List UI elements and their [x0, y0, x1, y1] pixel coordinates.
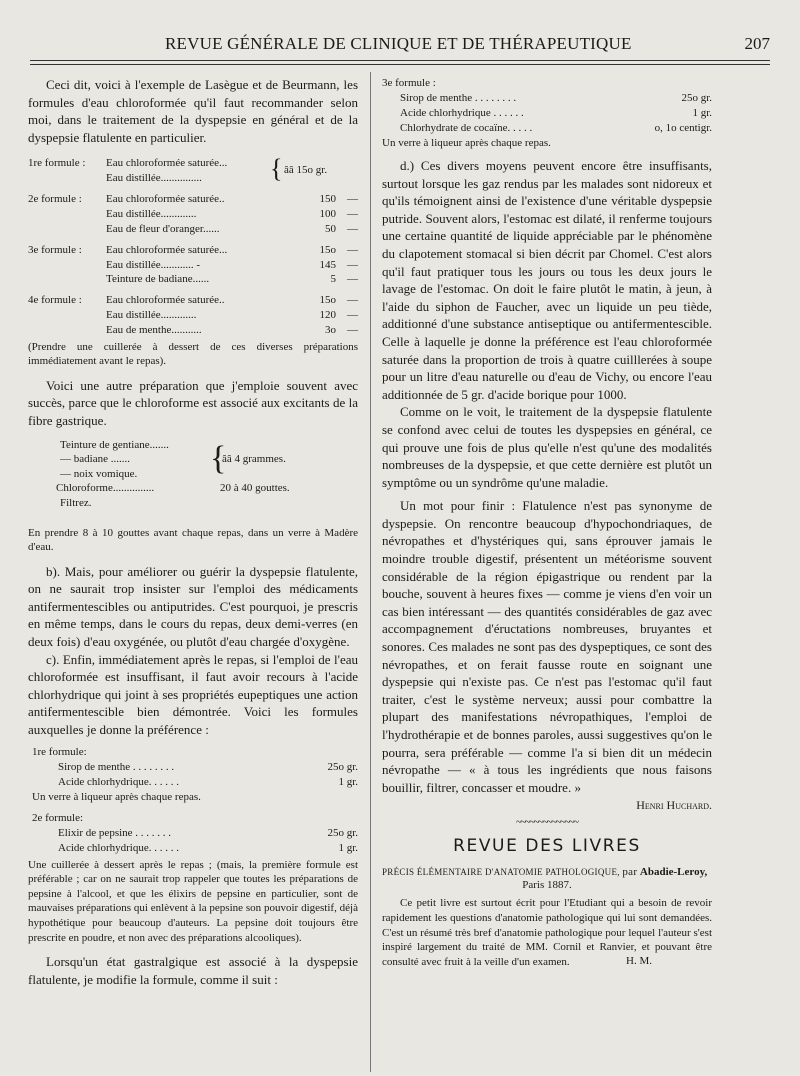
ingredient: Acide chlorhydrique . . . . . . — [400, 107, 524, 119]
hcl-formula-1 — [32, 745, 358, 805]
unit: — — [347, 273, 358, 286]
quantity: 15o — [319, 243, 336, 256]
formula-label: 4e formule : — [28, 294, 82, 307]
quantity: 120 — [319, 308, 336, 321]
unit: — — [347, 222, 358, 235]
quantity: 25o gr. — [681, 92, 712, 104]
dosage-note: Un verre à liqueur après chaque repas. — [382, 137, 551, 149]
section-heading: REVUE DES LIVRES — [453, 836, 641, 857]
journal-title: REVUE GÉNÉRALE DE CLINIQUE ET DE THÉRAPEUTIQUE — [165, 34, 632, 53]
formula-label: 3e formule : — [382, 77, 436, 89]
ingredient: Eau chloroformée saturée.. — [106, 294, 225, 307]
quantity: 3o — [325, 323, 336, 336]
quantity: 1 gr. — [338, 775, 358, 788]
book-place: Paris 1887. — [522, 879, 572, 892]
right-column — [382, 76, 712, 967]
quantity: 20 à 40 gouttes. — [220, 482, 290, 495]
paragraph: Voici une autre préparation que j'emploie souvent avec succès, parce que le chloroforme est associé aux excitants de la fibre gastrique. — [28, 377, 358, 428]
ingredient: Chlorhydrate de cocaïne. . . . . — [400, 122, 533, 134]
brace: { — [270, 154, 283, 184]
formula-label: 2e formule : — [28, 193, 82, 206]
ingredient: — noix vomique. — [60, 467, 138, 480]
unit: — — [347, 193, 358, 206]
left-column — [28, 76, 358, 988]
ingredient: Eau chloroformée saturée... — [106, 243, 228, 256]
ingredient: Eau de menthe........... — [106, 323, 202, 336]
paragraph-d: d.) Ces divers moyens peuvent encore être insuffisants, surtout lorsque les gaz rendus par les malades sont nidoreux et qu'ils témoignent ainsi de l'existence d'une véritable dyspepsie putride. Souvent alors, l'estomac est dilaté, il renferme toujours une certaine quantité de liquide appréciable par le phénomène du clapotement stomacal si bien décrit par Chomel. C'est alors qu'il faut pratiquer tous les jours ou tous les deux jours le lavage de l'estomac. On doit le faire plutôt le matin, à jeun, à l'aide du siphon de Faucher, avec un liquide un peu tiède, additionné d'une substance antiseptique ou antifermentescible. Celle à laquelle je donne la préférence est l'eau chloroformée saturée dans la proportion de trois à quatre cuilllerées à soupe pour un litre d'eau naturelle ou d'eau de Vichy, ou encore l'eau additionnée de 5 gr. d'acide borique pour 1000. — [382, 158, 712, 402]
ingredient: Elixir de pepsine . . . . . . . — [58, 826, 172, 839]
ingredient: Sirop de menthe . . . . . . . . — [58, 760, 175, 773]
paragraph-e: Comme on le voit, le traitement de la dyspepsie flatulente se confond avec celui de toutes les dyspepsies en général, ce qui prouve une fois de plus qu'elle n'est qu'une des modalités nombreuses de la dyspepsie, et que cette dernière est plutôt un symptôme ou un syndrôme qu'une maladie. — [382, 404, 712, 490]
formula-2 — [28, 192, 358, 236]
book-citation — [382, 866, 712, 879]
ingredient: — badiane ....... — [60, 453, 130, 466]
author-signature: Henri Huchard. — [636, 798, 712, 813]
ingredient: Eau distillée............. — [106, 208, 197, 221]
formula-1 — [28, 156, 358, 186]
page-number: 207 — [744, 34, 770, 53]
ingredient: Chloroforme............... — [56, 482, 155, 495]
unit: — — [347, 208, 358, 221]
dosage-note: Un verre à liqueur après chaque repas. — [32, 790, 201, 803]
hcl-formula-3 — [382, 76, 712, 151]
paragraph-c: c). Enfin, immédiatement après le repas, si l'emploi de l'eau chloroformée est insuffisant, il faut avoir recours à l'acide chlorhydrique qui joint à ses propriétés eupeptiques une action antifermentescible bien démontrée. Voici les formules auxquelles je donne la préférence : — [28, 651, 358, 738]
hcl-formula-2 — [32, 811, 358, 856]
ingredient: Acide chlorhydrique. . . . . . — [58, 775, 179, 788]
quantity: 50 — [325, 222, 336, 235]
review-signature: H. M. — [626, 955, 652, 968]
book-author: Abadie-Leroy, — [639, 866, 708, 879]
quantity: ââ 4 grammes. — [222, 452, 286, 465]
header-rule-2 — [30, 64, 770, 65]
book-title: PRÉCIS ÉLÉMENTAIRE D'ANATOMIE PATHOLOGIQUE, — [382, 867, 620, 878]
quantity: 5 — [330, 273, 336, 286]
formula-label: 1re formule : — [28, 157, 86, 170]
pepsin-note: Une cuillerée à dessert après le repas ; (mais, la première formule est préférable ; car on ne saurait trop rappeler que toutes les préparations de pepsine à l'alcool, et que les élixirs de pepsine en particulier, sont de mauvaises préparations qui enlèvent à la pepsine son pouvoir digestif, déjà hypothétique pour beaucoup d'auteurs. La pepsine doit toujours être prescrite en poudre, et non avec des préparations alcooliques). — [28, 858, 358, 944]
formula-label: 3e formule : — [28, 243, 82, 256]
unit: — — [347, 308, 358, 321]
formula-3 — [28, 243, 358, 287]
paragraph: Lorsqu'un état gastralgique est associé à la dyspepsie flatulente, je modifie la formule, comme il suit : — [28, 954, 358, 987]
quantity: 1 gr. — [338, 841, 358, 854]
formula-label: 2e formule: — [32, 811, 84, 824]
quantity: 1 gr. — [692, 107, 712, 119]
formula-label: 1re formule: — [32, 745, 87, 758]
ingredient: Teinture de badiane...... — [106, 273, 210, 286]
quantity: 25o gr. — [327, 760, 358, 773]
column-divider — [370, 72, 371, 1072]
tincture-formula — [56, 438, 358, 526]
brace: { — [210, 439, 227, 477]
ingredient: Eau distillée............... — [106, 172, 202, 185]
unit: — — [347, 258, 358, 271]
running-header — [30, 34, 770, 58]
ornament-divider: ~~~~~~~~~~~~~~ — [516, 817, 578, 829]
header-rule — [30, 60, 770, 61]
ingredient: Acide chlorhydrique. . . . . . — [58, 841, 179, 854]
ingredient: Sirop de menthe . . . . . . . . — [400, 92, 517, 104]
quantity: ââ 15o gr. — [284, 164, 328, 177]
ingredient: Eau distillée............ - — [106, 258, 201, 271]
ingredient: Teinture de gentiane....... — [60, 438, 169, 451]
instruction: Filtrez. — [60, 496, 92, 509]
unit: — — [347, 294, 358, 307]
formula-4 — [28, 293, 358, 337]
paragraph-f: Un mot pour finir : Flatulence n'est pas synonyme de dyspepsie. On rencontre beaucoup d'hypochondriaques, de névropathes et d'hystériques qui, sans éprouver jamais le moindre trouble digestif, présentent un météorisme souvent considérable de la région épigastrique ou rendent par la bouche, souvent à heures fixes — comme je viens d'en voir un cas bien intéressant — des quantités considérables de gaz avec accompagnement d'éructations nombreuses, bruyantes et sonores. Ces malades ne sont pas des dyspeptiques, ce sont des névropathes, et on ferait fausse route en soignant une dyspepsie qui n'existe pas. Ce n'est pas l'estomac qu'il faut traiter, c'est le système nerveux; aussi pour combattre la plupart des manifestations névropathiques, l'emploi de l'hydrothérapie et de bonnes paroles, aussi suggestives qu'on le pourra, sera préférable — comme l'a si bien dit un médecin névropathe — « à tous les ingrédients que nous faisons bouillir, filtrer, concasser et moudre. » — [382, 498, 712, 795]
unit: — — [347, 323, 358, 336]
book-par: par — [622, 866, 638, 879]
quantity: 100 — [319, 208, 336, 221]
dosage-note: En prendre 8 à 10 gouttes avant chaque repas, dans un verre à Madère d'eau. — [28, 526, 358, 554]
intro-paragraph: Ceci dit, voici à l'exemple de Lasègue et de Beurmann, les formules d'eau chloroformée qu'il faut recommander selon moi, dans le traitement de la dyspepsie en général et de la dyspepsie flatulente en particulier. — [28, 77, 358, 145]
quantity: 150 — [319, 193, 336, 206]
unit: — — [347, 243, 358, 256]
ingredient: Eau de fleur d'oranger...... — [106, 222, 220, 235]
ingredient: Eau chloroformée saturée... — [106, 157, 228, 170]
paragraph-b: b). Mais, pour améliorer ou guérir la dyspepsie flatulente, on ne saurait trop insister sur l'emploi des médicaments antifermentescibles ou antiputrides. C'est pourquoi, je prescris en même temps, dans le cours du repas, deux demi-verres (en deux fois) d'eau oxygénée, ou plutôt d'eau chargée d'oxygène. — [28, 563, 358, 650]
ingredient: Eau distillée............. — [106, 308, 197, 321]
dosage-note: (Prendre une cuillerée à dessert de ces diverses préparations immédiatement avant le repas). — [28, 340, 358, 368]
ingredient: Eau chloroformée saturée.. — [106, 193, 225, 206]
quantity: 15o — [319, 294, 336, 307]
quantity: 25o gr. — [327, 826, 358, 839]
quantity: 145 — [319, 258, 336, 271]
book-review: Ce petit livre est surtout écrit pour l'Etudiant qui a besoin de revoir rapidement les questions d'anatomie pathologique qui lui sont demandées. C'est un résumé très bref d'anatomie pathologique pour lequel l'auteur s'est inspiré largement du traité de MM. Cornil et Ranvier, et pouvant être consulté avec fruit à la veille d'un examen. — [382, 897, 712, 968]
quantity: o, 1o centigr. — [654, 122, 712, 134]
